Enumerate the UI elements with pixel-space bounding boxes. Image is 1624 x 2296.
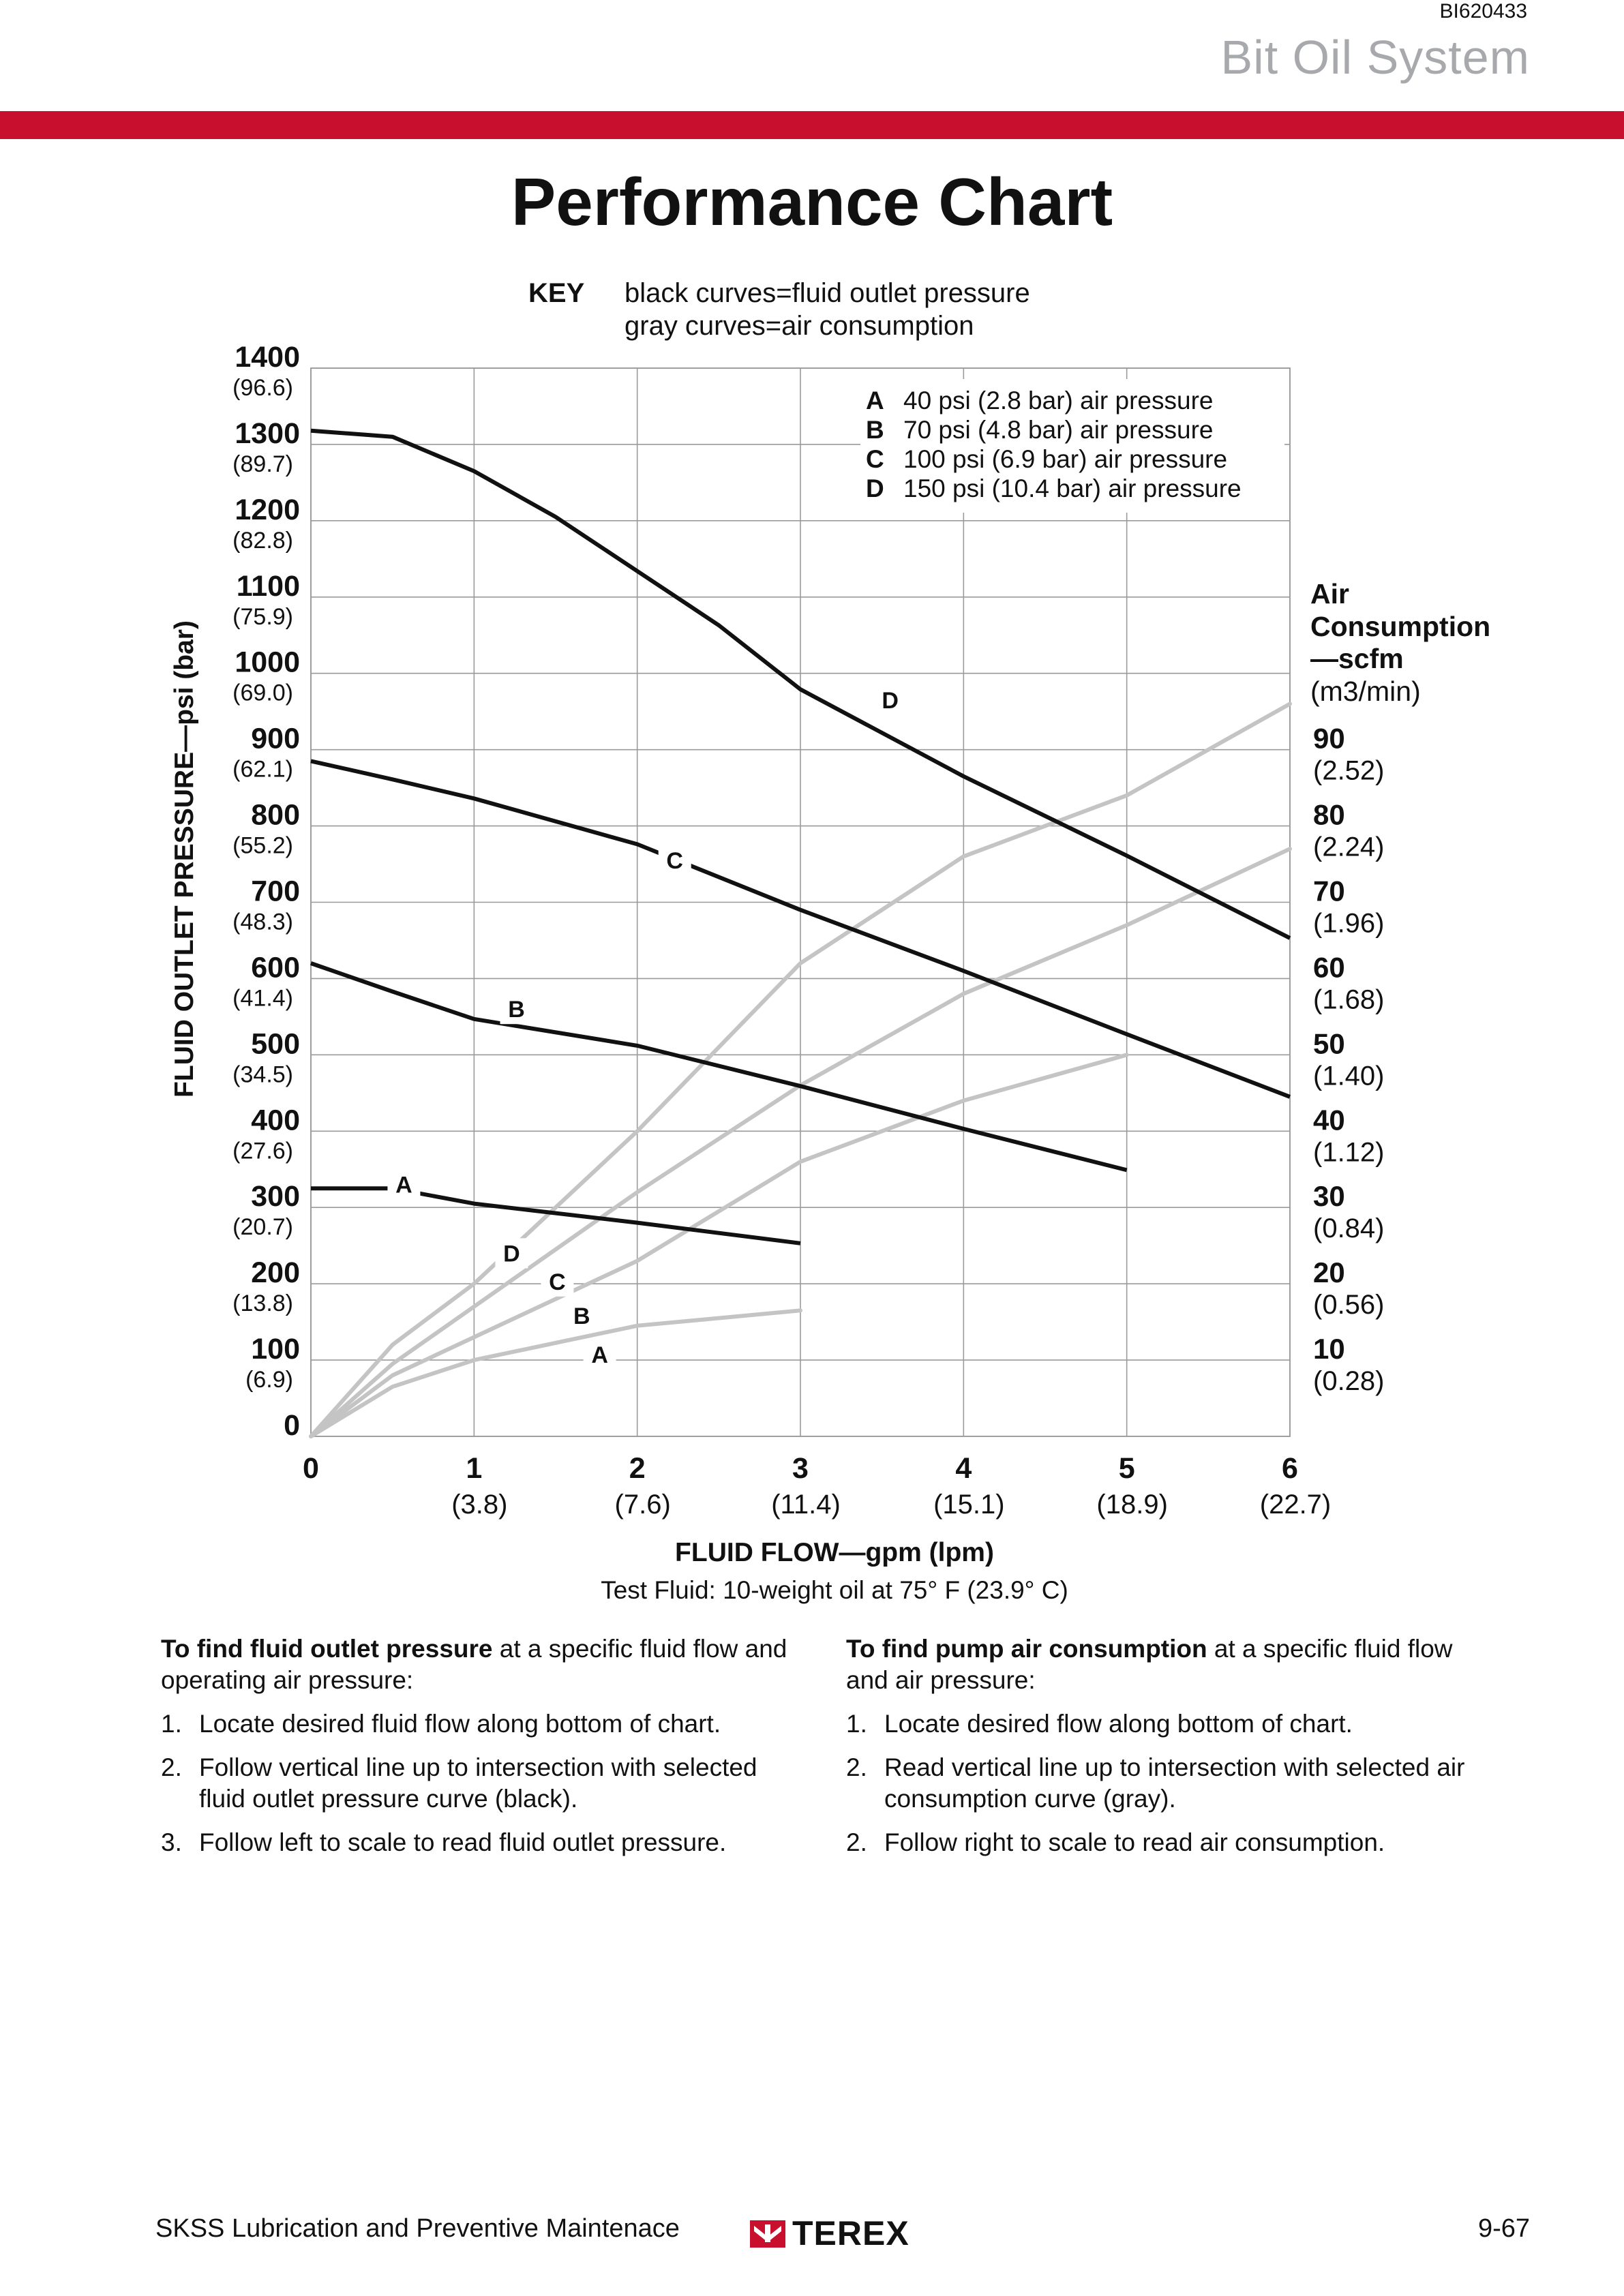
list-item (161, 1827, 795, 1858)
step-number: 2. (846, 1828, 867, 1856)
x-tick-label: 5 (1118, 1452, 1135, 1485)
axis-titles (170, 578, 1490, 1604)
key-line-air: gray curves=air consumption (625, 311, 974, 341)
y-tick-sublabel: (62.1) (232, 756, 293, 783)
x-tick-label: 1 (466, 1452, 483, 1485)
y2-axis-title-line: Consumption (1310, 611, 1491, 642)
x-tick-sublabel: (3.8) (451, 1490, 508, 1520)
y-tick-label: 500 (251, 1027, 300, 1061)
list-item (161, 1752, 795, 1815)
x-tick-sublabel: (18.9) (1096, 1490, 1168, 1520)
y-tick-label: 1200 (235, 493, 300, 526)
list-item (846, 1752, 1480, 1815)
curve-label: D (503, 1241, 520, 1267)
legend-entry: 150 psi (10.4 bar) air pressure (903, 474, 1242, 502)
list-item (161, 1708, 795, 1740)
step-text: Follow vertical line up to intersection with selected fluid outlet pressure curve (black). (199, 1753, 757, 1813)
x-tick-label: 2 (629, 1452, 646, 1485)
y2-tick-label: 30 (1313, 1180, 1345, 1213)
step-text: Follow right to scale to read air consumption. (884, 1828, 1385, 1856)
y-tick-label: 600 (251, 951, 300, 984)
intro-rest: at a specific fluid flow and air pressure: (846, 1635, 1453, 1694)
legend-letter: B (866, 416, 884, 444)
y-tick-sublabel: (48.3) (232, 909, 293, 935)
chart-grid (311, 368, 1290, 1436)
step-text: Follow left to scale to read fluid outlet pressure. (199, 1828, 727, 1856)
curve-label: B (508, 997, 525, 1023)
x-tick-sublabel: (15.1) (933, 1490, 1005, 1520)
curve-label: D (882, 687, 899, 714)
y2-tick-sublabel: (0.84) (1313, 1213, 1385, 1244)
legend-entry: 100 psi (6.9 bar) air pressure (903, 445, 1228, 473)
terex-logo (750, 2214, 909, 2252)
y2-axis-title-line: (m3/min) (1310, 676, 1421, 707)
x-axis-title: FLUID FLOW—gpm (lpm) (675, 1538, 994, 1567)
x-tick-sublabel: (7.6) (614, 1490, 671, 1520)
y-tick-sublabel: (55.2) (232, 832, 293, 859)
key-label: KEY (528, 278, 585, 308)
x-tick-sublabel: (22.7) (1259, 1490, 1332, 1520)
instructions-air (846, 1633, 1480, 1871)
step-text: Locate desired fluid flow along bottom of chart. (199, 1710, 721, 1738)
legend-letter: A (866, 387, 884, 414)
y-tick-sublabel: (89.7) (232, 451, 293, 477)
list-item (846, 1827, 1480, 1858)
step-number: 1. (161, 1710, 182, 1738)
y-tick-label: 1100 (236, 569, 300, 603)
instructions-pressure-intro (161, 1633, 795, 1696)
pressure-curve-a (311, 1188, 800, 1243)
y2-tick-label: 50 (1313, 1027, 1345, 1060)
y2-tick-sublabel: (1.68) (1313, 984, 1385, 1015)
step-number: 3. (161, 1828, 182, 1856)
curve-label: B (573, 1303, 590, 1330)
y-tick-label: 900 (251, 722, 300, 755)
curve-label: A (591, 1342, 608, 1369)
header-accent-bar (0, 111, 1624, 139)
step-number: 1. (846, 1710, 867, 1738)
page-title: Performance Chart (511, 164, 1113, 239)
step-text: Locate desired flow along bottom of chart. (884, 1710, 1353, 1738)
y2-tick-sublabel: (2.24) (1313, 832, 1385, 862)
y2-axis-title-line: —scfm (1310, 643, 1404, 674)
curve-labels (387, 685, 906, 1370)
y2-tick-label: 70 (1313, 875, 1345, 907)
y2-tick-label: 90 (1313, 722, 1345, 755)
y-axis-title: FLUID OUTLET PRESSURE—psi (bar) (170, 620, 199, 1098)
y-tick-sublabel: (20.7) (232, 1214, 293, 1241)
y-tick-sublabel: (34.5) (232, 1061, 293, 1088)
instructions-air-steps (846, 1708, 1480, 1858)
intro-rest: at a specific fluid flow and operating air pressure: (161, 1635, 787, 1694)
y-tick-label: 400 (251, 1104, 300, 1137)
y-tick-label: 1000 (235, 646, 300, 679)
y2-axis-title-line: Air (1310, 578, 1349, 609)
intro-bold: To find pump air consumption (846, 1635, 1207, 1663)
y-tick-sublabel: (69.0) (232, 680, 293, 706)
air-curve-b (311, 1055, 1127, 1436)
legend-letter: D (866, 474, 884, 502)
key-line-fluid: black curves=fluid outlet pressure (625, 278, 1030, 308)
y-tick-label: 800 (251, 798, 300, 832)
test-fluid-note: Test Fluid: 10-weight oil at 75° F (23.9° C) (601, 1576, 1068, 1604)
y-tick-label: 700 (251, 875, 300, 908)
y2-tick-label: 80 (1313, 798, 1345, 831)
y-tick-sublabel: (41.4) (232, 985, 293, 1012)
y-tick-sublabel: (96.6) (232, 375, 293, 401)
page-number: 9-67 (1477, 2214, 1530, 2243)
y2-tick-label: 40 (1313, 1104, 1345, 1136)
y2-tick-label: 20 (1313, 1256, 1345, 1289)
x-tick-sublabel: (11.4) (771, 1490, 841, 1520)
instructions-air-intro (846, 1633, 1480, 1696)
y-tick-sublabel: (82.8) (232, 527, 293, 554)
y-tick-label: 200 (251, 1256, 300, 1290)
legend-entry: 70 psi (4.8 bar) air pressure (903, 416, 1214, 444)
y-tick-sublabel: (6.9) (245, 1367, 293, 1393)
section-title: Bit Oil System (1220, 31, 1530, 84)
chart-ticks (232, 341, 1384, 1520)
y-tick-label: 1300 (235, 417, 300, 450)
instructions-pressure-steps (161, 1708, 795, 1858)
y2-tick-sublabel: (2.52) (1313, 755, 1385, 786)
intro-bold: To find fluid outlet pressure (161, 1635, 493, 1663)
curve-label: C (666, 847, 683, 874)
y-tick-label: 300 (251, 1180, 300, 1213)
curve-label: A (395, 1172, 412, 1198)
terex-wordmark: TEREX (792, 2214, 909, 2252)
header-accent-notch (1500, 111, 1535, 129)
y2-tick-sublabel: (0.56) (1313, 1290, 1385, 1320)
y-tick-sublabel: (13.8) (232, 1290, 293, 1317)
step-number: 2. (161, 1753, 182, 1781)
y-tick-sublabel: (27.6) (232, 1138, 293, 1164)
step-text: Read vertical line up to intersection with selected air consumption curve (gray). (884, 1753, 1465, 1813)
step-number: 2. (846, 1753, 867, 1781)
y2-tick-label: 10 (1313, 1333, 1345, 1365)
x-tick-label: 6 (1282, 1452, 1298, 1485)
performance-chart (0, 341, 1624, 1622)
y2-tick-label: 60 (1313, 951, 1345, 984)
legend-letter: C (866, 445, 884, 473)
list-item (846, 1708, 1480, 1740)
instructions-pressure (161, 1633, 795, 1871)
x-tick-label: 3 (792, 1452, 809, 1485)
document-id: BI620433 (1439, 0, 1527, 22)
terex-mark-icon (750, 2218, 785, 2249)
y-tick-label: 100 (251, 1333, 300, 1366)
y-tick-label: 1400 (235, 341, 300, 374)
legend-entry: 40 psi (2.8 bar) air pressure (903, 387, 1214, 414)
y2-tick-sublabel: (1.12) (1313, 1137, 1385, 1168)
x-tick-label: 4 (955, 1452, 972, 1485)
chart-legend (860, 379, 1284, 513)
x-tick-label: 0 (303, 1452, 319, 1485)
y2-tick-sublabel: (1.40) (1313, 1061, 1385, 1091)
footer-document-title: SKSS Lubrication and Preventive Maintenace (155, 2214, 680, 2243)
y2-tick-sublabel: (0.28) (1313, 1366, 1385, 1397)
y-tick-sublabel: (75.9) (232, 603, 293, 630)
y-tick-label: 0 (284, 1409, 300, 1442)
y2-tick-sublabel: (1.96) (1313, 908, 1385, 939)
curve-label: C (549, 1269, 566, 1295)
